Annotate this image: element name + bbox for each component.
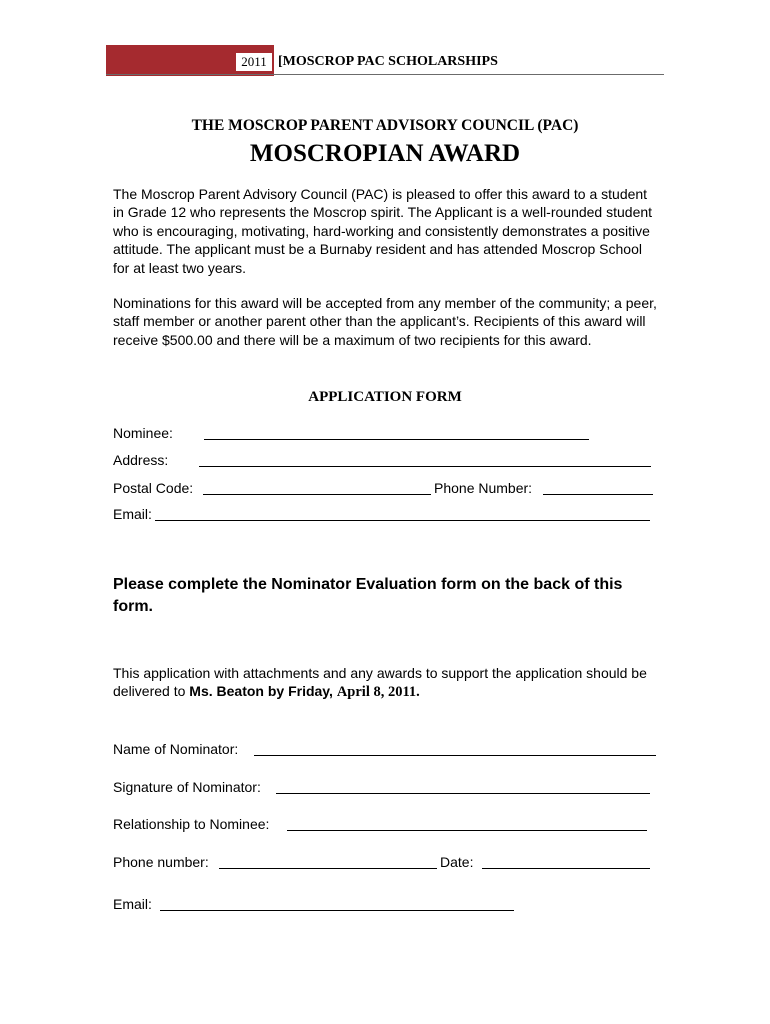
nominator-name-label: Name of Nominator: [113,741,239,757]
nominee-field[interactable] [204,439,589,440]
postal-code-label: Postal Code: [113,480,194,496]
application-form-heading: APPLICATION FORM [308,389,462,405]
nominations-paragraph: Nominations for this award will be accepted from any member of the community; a peer, staff member or another parent other than the applicant’s. Recipients of this award will receive $500.00 and there will be a maximum of two recipients for this award. [113,295,657,348]
nominator-signature-field[interactable] [276,793,650,794]
council-title: THE MOSCROP PARENT ADVISORY COUNCIL (PAC) [191,117,579,134]
postal-code-field[interactable] [203,494,431,495]
header-rule [106,74,664,75]
phone-number-label: Phone Number: [434,480,533,496]
header-year: 2011 [236,53,272,71]
nominator-signature-label: Signature of Nominator: [113,779,261,795]
date-label: Date: [440,854,474,870]
nominator-email-label: Email: [113,896,152,912]
nominator-name-field[interactable] [254,755,656,756]
phone-number-field[interactable] [543,494,653,495]
header-bracket: [ [278,54,283,69]
relationship-field[interactable] [287,830,647,831]
intro-paragraph: The Moscrop Parent Advisory Council (PAC) is pleased to offer this award to a student in Grade 12 who represents the Moscrop spirit. The Applicant is a well-rounded student who is encouraging, motivating, hard-working and consistently demonstrates a positive attitude. The applicant must be a Burnaby resident and has attended Moscrop School for at least two years. [113,186,653,276]
nominator-email-field[interactable] [160,910,514,911]
delivery-deadline: April 8, 2011. [336,684,420,701]
relationship-label: Relationship to Nominee: [113,816,270,832]
header-title [278,52,498,72]
header-title-text: MOSCROP PAC SCHOLARSHIPS [282,54,498,69]
nominee-label: Nominee: [113,425,173,441]
email-field[interactable] [155,520,650,521]
nominator-phone-label: Phone number: [113,854,209,870]
date-field[interactable] [482,868,650,869]
address-label: Address: [113,452,169,468]
nominator-phone-field[interactable] [219,868,437,869]
delivery-text: This application with attachments and any awards to support the application should be delivered to [113,665,647,700]
email-label: Email: [113,506,152,522]
award-title: MOSCROPIAN AWARD [249,140,521,167]
address-field[interactable] [199,466,651,467]
evaluation-notice: Please complete the Nominator Evaluation form on the back of this form. [113,576,623,615]
delivery-instructions [113,664,661,702]
delivery-recipient: Ms. Beaton by Friday, [189,683,337,700]
